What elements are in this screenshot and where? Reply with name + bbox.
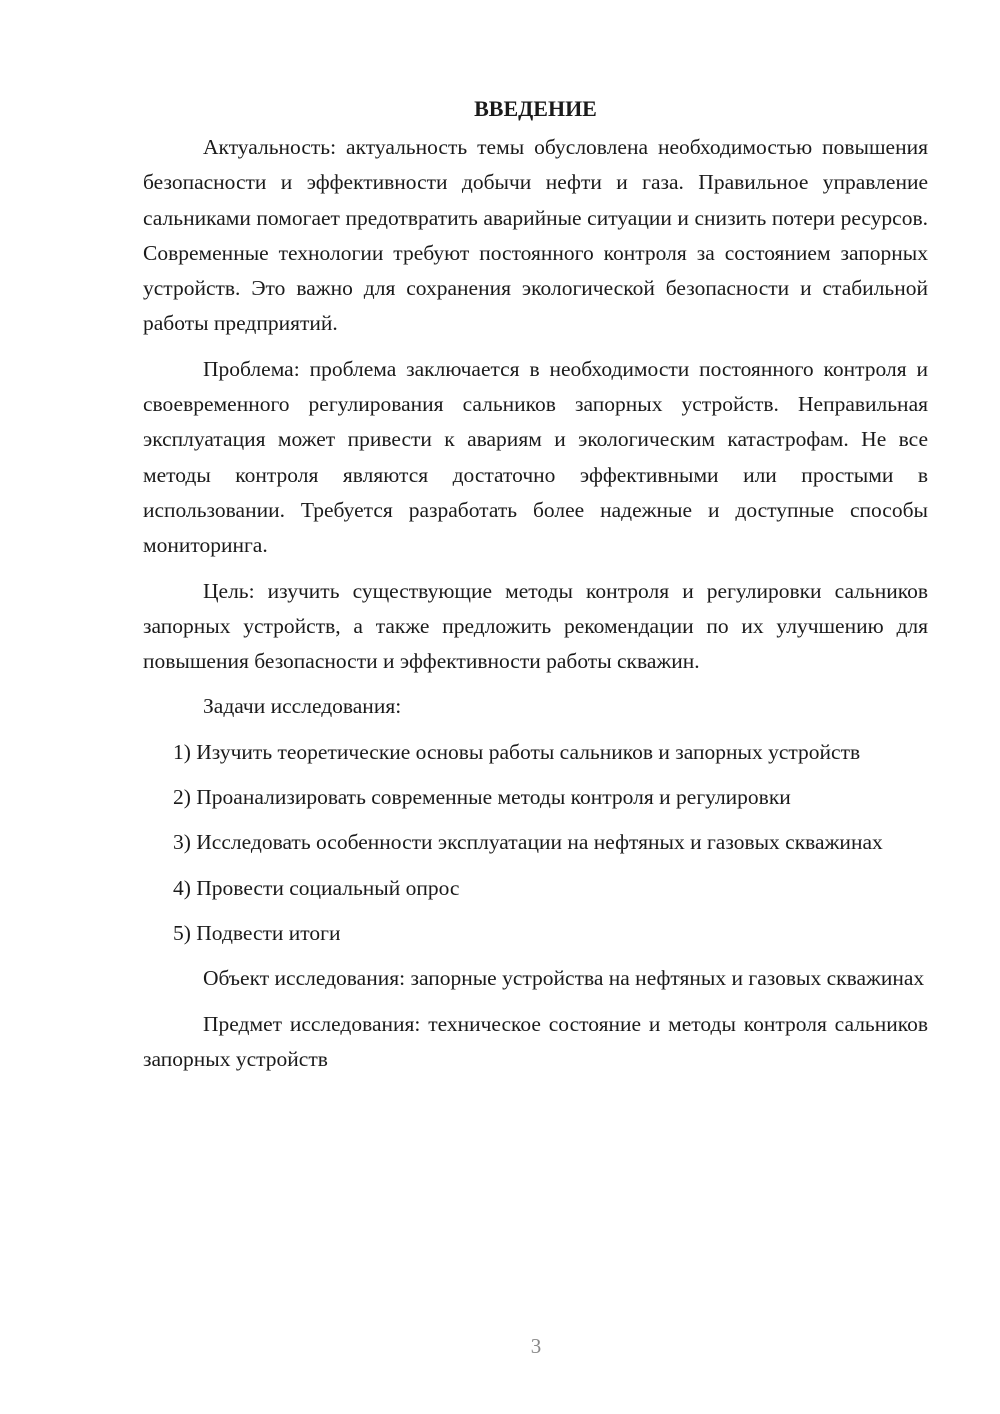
task-item-1: 1) Изучить теоретические основы работы сальников и запорных устройств	[173, 739, 861, 764]
page-number: 3	[530, 1334, 542, 1358]
section-title: ВВЕДЕНИЕ	[474, 96, 597, 121]
paragraph-relevance: Актуальность: актуальность темы обусловлена необходимостью повышения безопасности и эффективности добычи нефти и газа. Правильное управление сальниками помогает предотвратить аварийные ситуации и снизить потери ресурсов. Современные технологии требуют постоянного контроля за состоянием запорных устройств. Это важно для сохранения экологической безопасности и стабильной работы предприятий.	[143, 135, 928, 336]
paragraph-goal: Цель: изучить существующие методы контроля и регулировки сальников запорных устройств, а также предложить рекомендации по их улучшению для повышения безопасности и эффективности работы скважин.	[143, 578, 928, 674]
paragraph-tasks-heading: Задачи исследования:	[203, 694, 402, 719]
document-page	[143, 92, 928, 1087]
task-item-3: 3) Исследовать особенности эксплуатации на нефтяных и газовых скважинах	[173, 830, 883, 855]
task-item-5: 5) Подвести итоги	[173, 920, 341, 945]
paragraph-object: Объект исследования: запорные устройства на нефтяных и газовых скважинах	[203, 966, 925, 991]
task-item-4: 4) Провести социальный опрос	[173, 875, 460, 900]
paragraph-subject: Предмет исследования: техническое состояние и методы контроля сальников запорных устройств	[143, 1011, 928, 1071]
task-item-2: 2) Проанализировать современные методы контроля и регулировки	[173, 785, 791, 810]
paragraph-problem: Проблема: проблема заключается в необходимости постоянного контроля и своевременного регулирования сальников запорных устройств. Неправильная эксплуатация может привести к авариям и экологическим катастрофам. Не все методы контроля являются достаточно эффективными или простыми в использовании. Требуется разработать более надежные и доступные способы мониторинга.	[143, 356, 928, 558]
